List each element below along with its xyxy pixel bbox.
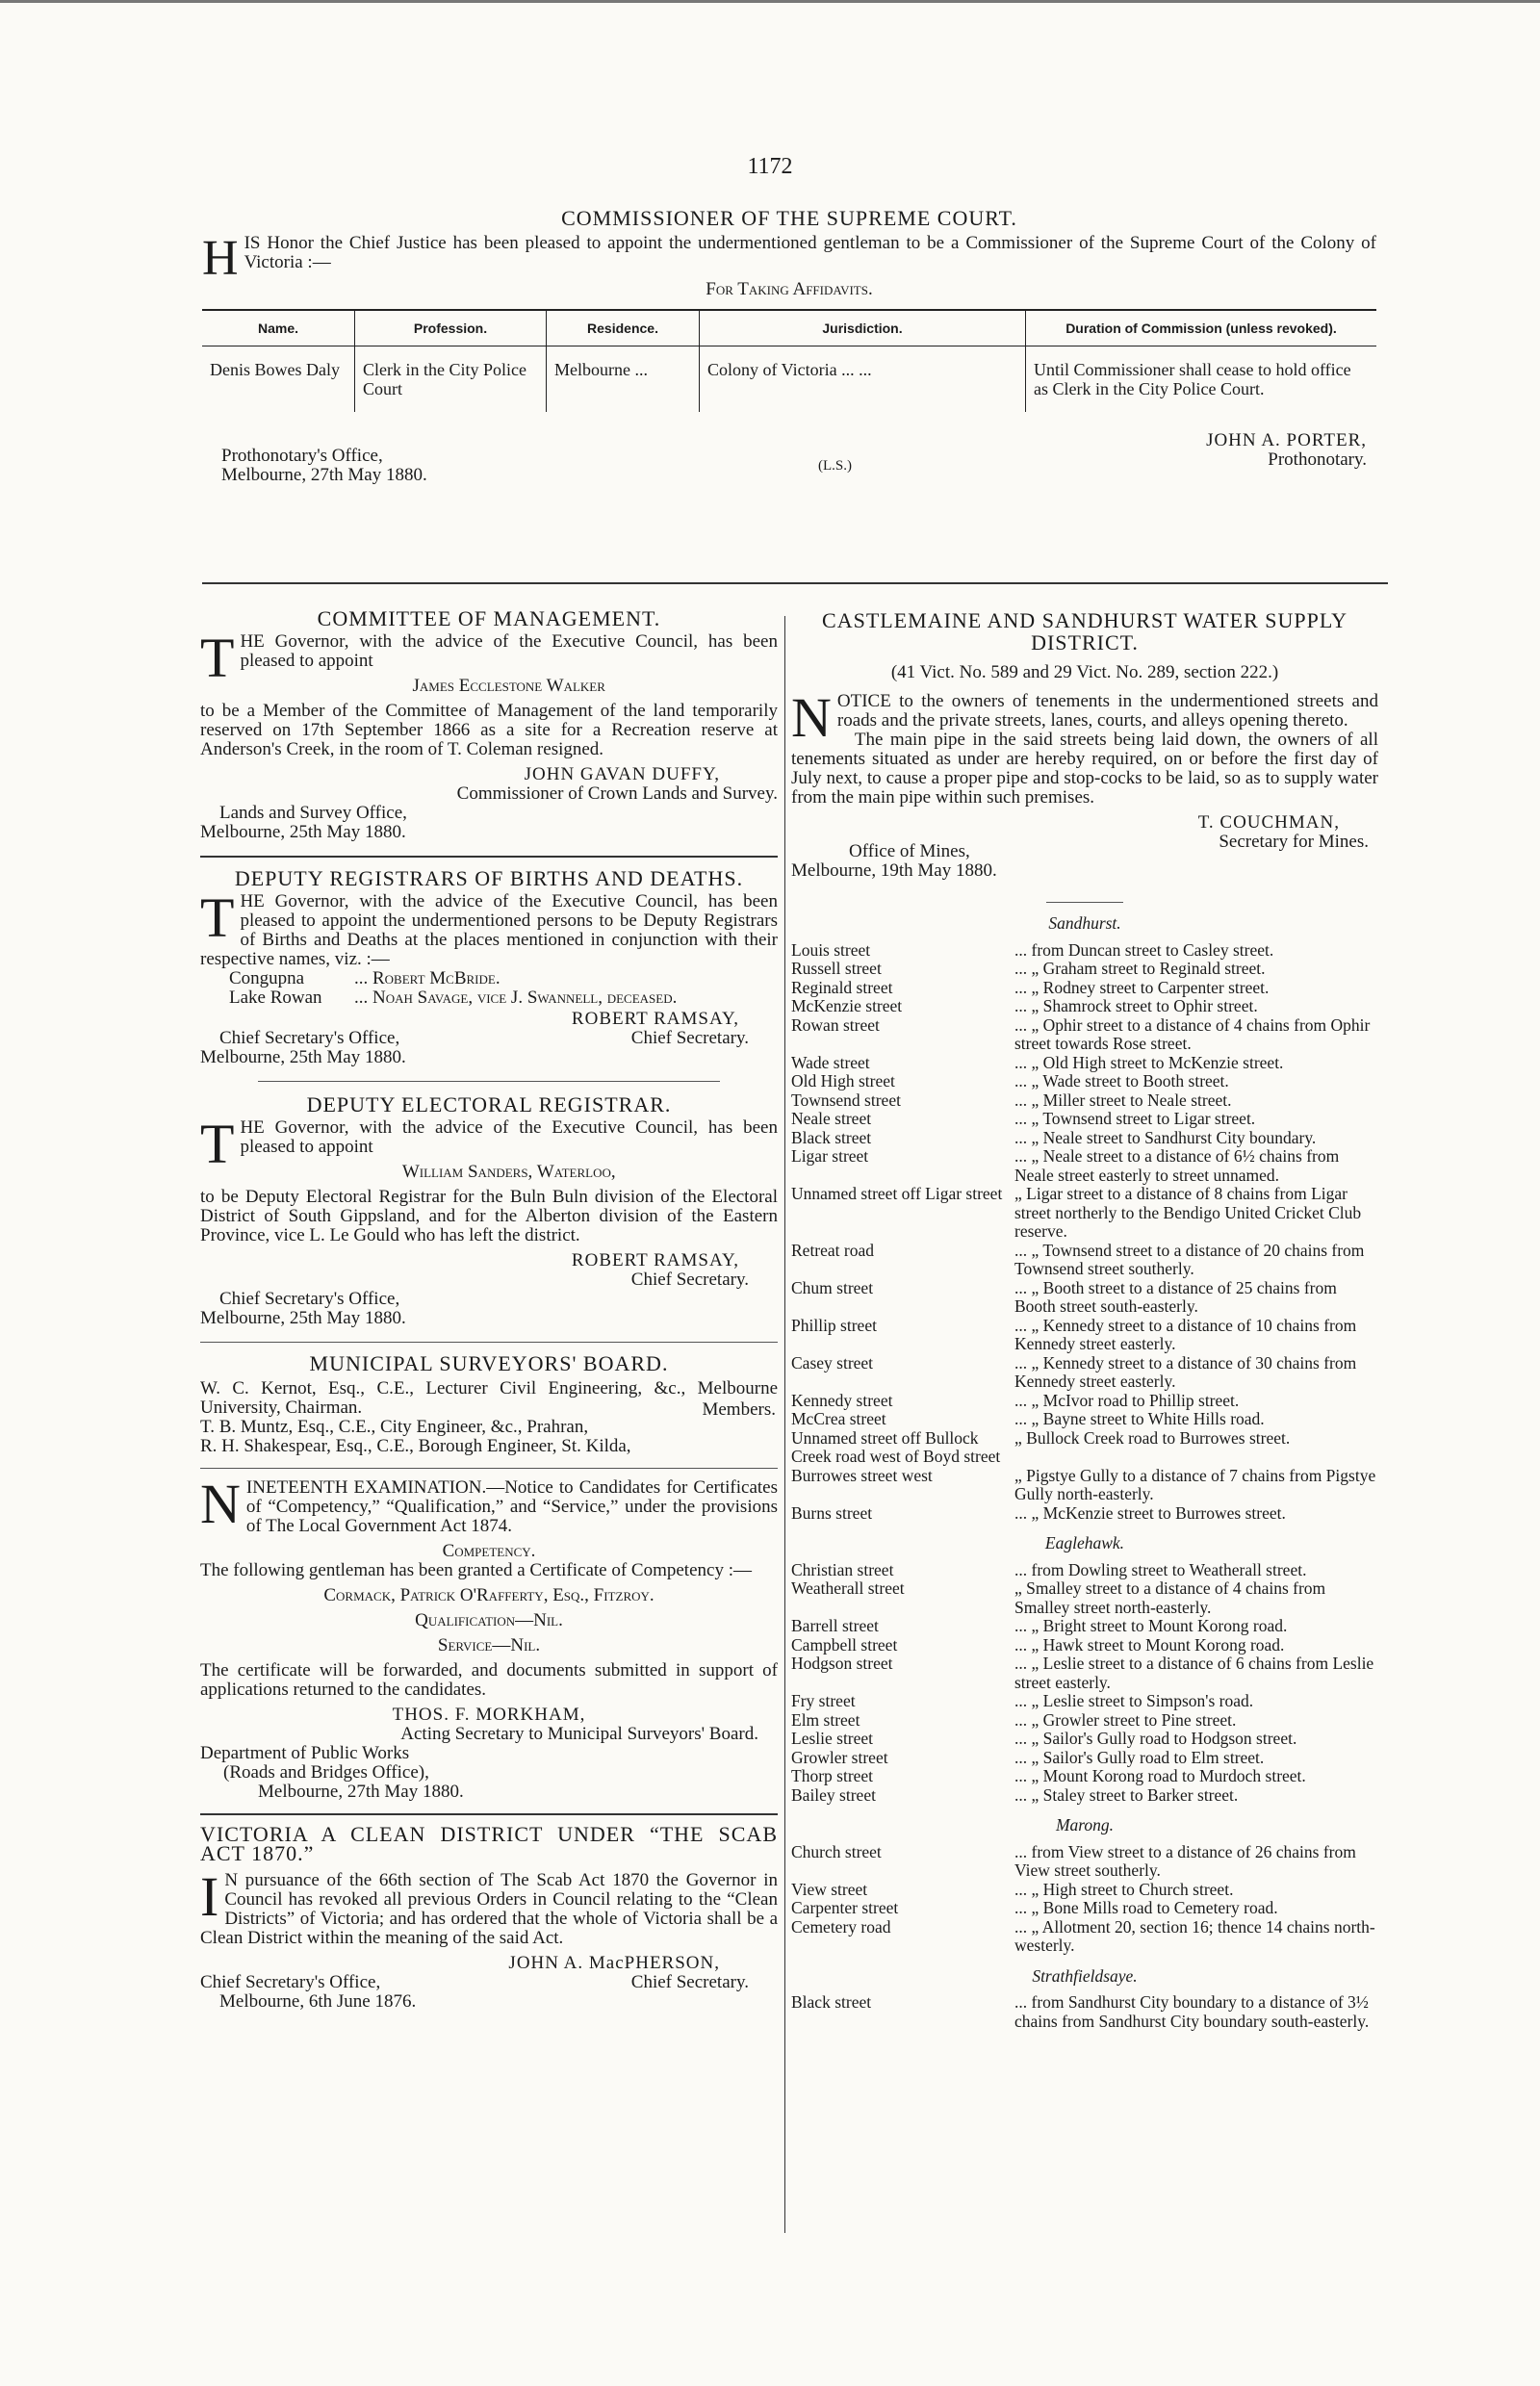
street-extent: ... from Sandhurst City boundary to a distance of 3½ chains from Sandhurst City boundary south-easterly. bbox=[1014, 1992, 1370, 2031]
street-name: Hodgson street bbox=[791, 1654, 893, 1673]
column-profession: Profession. bbox=[355, 310, 547, 346]
street-extent: ... „ Graham street to Reginald street. bbox=[1014, 959, 1266, 978]
street-row bbox=[791, 1617, 1378, 1636]
street-name: Chum street bbox=[791, 1277, 874, 1297]
section-rule bbox=[200, 1468, 778, 1469]
street-name: Barrell street bbox=[791, 1616, 879, 1635]
street-name: Cemetery road bbox=[791, 1916, 891, 1937]
street-extent: ... „ Staley street to Barker street. bbox=[1014, 1784, 1239, 1805]
cell-name: Denis Bowes Daly bbox=[210, 360, 340, 379]
street-name: Rowan street bbox=[791, 1014, 880, 1035]
street-extent: „ Smalley street to a distance of 4 chains from Smalley street north-easterly. bbox=[1014, 1578, 1326, 1617]
street-extent: ... „ Ophir street to a distance of 4 chains from Ophir street towards Rose street. bbox=[1014, 1014, 1371, 1053]
commissioner-subheading: For Taking Affidavits. bbox=[706, 279, 873, 299]
registrars-heading: DEPUTY REGISTRARS OF BIRTHS AND DEATHS. bbox=[234, 866, 744, 890]
street-row bbox=[791, 1786, 1378, 1806]
street-row bbox=[791, 1692, 1378, 1711]
registrar-entry: Lake Rowan ... Noah Savage, vice J. Swannell, deceased. bbox=[229, 988, 678, 1008]
street-row bbox=[791, 1579, 1378, 1617]
street-extent: ... „ Shamrock street to Ophir street. bbox=[1014, 996, 1258, 1015]
registrars-intro: HE Governor, with the advice of the Executive Council, has been pleased to appoint the undermentioned persons to be Deputy Registrars of Births and Deaths at the places mentioned in conjunction with their respective names, viz. :— bbox=[200, 891, 778, 969]
commissioner-section bbox=[202, 206, 1376, 499]
table-header-row bbox=[202, 310, 1376, 346]
street-row bbox=[791, 1730, 1378, 1749]
street-row bbox=[791, 1561, 1378, 1580]
street-extent: „ Ligar street to a distance of 8 chains from Ligar street northerly to the Bendigo United Cricket Club reserve. bbox=[1014, 1184, 1362, 1241]
committee-body: to be a Member of the Committee of Management of the land temporarily reserved on 17th September 1866 as a site for a Recreation reserve at Anderson's Creek, in the room of T. Coleman resigned. bbox=[200, 701, 778, 759]
street-row bbox=[791, 1636, 1378, 1655]
electoral-heading: DEPUTY ELECTORAL REGISTRAR. bbox=[306, 1092, 672, 1116]
street-extent: ... „ Townsend street to Ligar street. bbox=[1014, 1109, 1256, 1128]
exam-qualification: Qualification—Nil. bbox=[415, 1610, 563, 1630]
column-divider bbox=[784, 616, 785, 2233]
street-group-title: Sandhurst. bbox=[1048, 913, 1121, 933]
commissioner-signer-title: Prothonotary. bbox=[1268, 449, 1367, 470]
scab-date: Melbourne, 6th June 1876. bbox=[219, 1991, 417, 2012]
street-name: Reginald street bbox=[791, 977, 893, 997]
commissioner-date: Melbourne, 27th May 1880. bbox=[221, 465, 427, 485]
street-extent: ... from Duncan street to Casley street. bbox=[1014, 939, 1274, 960]
column-jurisdiction: Jurisdiction. bbox=[700, 310, 1026, 346]
street-extent: ... from Dowling street to Weatherall street. bbox=[1014, 1559, 1307, 1579]
street-row bbox=[791, 979, 1378, 998]
section-rule bbox=[202, 582, 1388, 584]
exam-signer: THOS. F. MORKHAM, bbox=[392, 1705, 586, 1725]
commissioner-office: Prothonotary's Office, bbox=[221, 446, 383, 466]
street-extent: „ Pigstye Gully to a distance of 7 chains from Pigstye Gully north-easterly. bbox=[1014, 1465, 1376, 1503]
street-extent: ... „ Kennedy street to a distance of 10 chains from Kennedy street easterly. bbox=[1014, 1315, 1357, 1353]
exam-date: Melbourne, 27th May 1880. bbox=[258, 1782, 464, 1802]
committee-appointee: James Ecclestone Walker bbox=[412, 676, 605, 696]
surveyors-members bbox=[200, 1379, 778, 1456]
street-group-title: Eaglehawk. bbox=[1044, 1533, 1125, 1552]
committee-dropcap: T bbox=[200, 627, 235, 689]
cell-profession: Clerk in the City Police Court bbox=[355, 346, 547, 413]
committee-office: Lands and Survey Office, bbox=[219, 803, 407, 823]
street-name: Leslie street bbox=[791, 1729, 874, 1748]
street-row bbox=[791, 1091, 1378, 1111]
street-name: Campbell street bbox=[791, 1634, 898, 1655]
street-row bbox=[791, 960, 1378, 979]
street-name: Elm street bbox=[791, 1709, 860, 1730]
street-extent: ... „ Bone Mills road to Cemetery road. bbox=[1014, 1898, 1278, 1917]
scab-signer: JOHN A. MacPHERSON, bbox=[508, 1953, 720, 1973]
water-section bbox=[791, 609, 1378, 2031]
street-row bbox=[791, 1749, 1378, 1768]
street-row bbox=[791, 1242, 1378, 1279]
street-row bbox=[791, 1279, 1378, 1317]
street-row bbox=[791, 1993, 1378, 2031]
water-heading: CASTLEMAINE AND SANDHURST WATER SUPPLY DISTRICT. bbox=[822, 608, 1348, 654]
exam-closing: The certificate will be forwarded, and documents submitted in support of applications returned to the candidates. bbox=[200, 1660, 778, 1700]
registrars-signer: ROBERT RAMSAY, bbox=[571, 1009, 739, 1029]
street-name: Unnamed street off Bullock Creek road west of Boyd street bbox=[791, 1427, 1001, 1466]
street-name: View street bbox=[791, 1879, 868, 1899]
surveyor-member: T. B. Muntz, Esq., C.E., City Engineer, &c., Prahran, bbox=[200, 1417, 589, 1437]
street-extent: ... „ Sailor's Gully road to Hodgson street. bbox=[1014, 1729, 1297, 1748]
street-name: Bailey street bbox=[791, 1784, 876, 1805]
street-extent: ... „ Townsend street to a distance of 20 chains from Townsend street southerly. bbox=[1014, 1240, 1365, 1278]
street-extent: ... „ Leslie street to a distance of 6 chains from Leslie street easterly. bbox=[1014, 1654, 1374, 1692]
street-row bbox=[791, 1016, 1378, 1054]
street-name: Ligar street bbox=[791, 1146, 869, 1166]
street-extent: ... „ Sailor's Gully road to Elm street. bbox=[1014, 1747, 1265, 1767]
street-row bbox=[791, 1504, 1378, 1524]
commissioner-seal: (L.S.) bbox=[818, 458, 852, 474]
street-name: Russell street bbox=[791, 959, 882, 978]
exam-candidate: Cormack, Patrick O'Rafferty, Esq., Fitzroy. bbox=[323, 1585, 654, 1605]
street-name: Christian street bbox=[791, 1559, 894, 1579]
street-extent: „ Bullock Creek road to Burrowes street. bbox=[1014, 1427, 1291, 1448]
registrar-entry: Congupna ... Robert McBride. bbox=[229, 968, 500, 988]
street-extent: ... „ High street to Church street. bbox=[1014, 1879, 1234, 1899]
surveyors-members-label: Members. bbox=[702, 1399, 776, 1420]
electoral-appointee: William Sanders, Waterloo, bbox=[401, 1162, 616, 1182]
registrars-date: Melbourne, 25th May 1880. bbox=[200, 1047, 406, 1067]
street-extent: ... „ Hawk street to Mount Korong road. bbox=[1014, 1634, 1285, 1655]
street-name: Kennedy street bbox=[791, 1390, 893, 1410]
street-extent: ... „ Neale street to Sandhurst City boundary. bbox=[1014, 1127, 1317, 1147]
street-row bbox=[791, 1072, 1378, 1091]
street-row bbox=[791, 1185, 1378, 1242]
street-name: Louis street bbox=[791, 939, 871, 960]
street-extent: ... „ Rodney street to Carpenter street. bbox=[1014, 977, 1270, 997]
exam-office: Department of Public Works bbox=[200, 1743, 410, 1763]
street-extent: ... „ Allotment 20, section 16; thence 14 chains north-westerly. bbox=[1014, 1916, 1375, 1955]
street-name: Fry street bbox=[791, 1691, 856, 1710]
exam-service: Service—Nil. bbox=[437, 1635, 541, 1655]
street-row bbox=[791, 1147, 1378, 1185]
street-group-title: Marong. bbox=[1055, 1815, 1115, 1834]
cell-duration: Until Commissioner shall cease to hold office as Clerk in the City Police Court. bbox=[1026, 346, 1377, 413]
street-name: Townsend street bbox=[791, 1090, 901, 1110]
street-row bbox=[791, 1711, 1378, 1731]
electoral-dropcap: T bbox=[200, 1113, 235, 1175]
street-name: Black street bbox=[791, 1127, 872, 1147]
section-rule bbox=[200, 856, 778, 858]
committee-signer-title: Commissioner of Crown Lands and Survey. bbox=[456, 783, 778, 804]
street-extent: ... „ Mount Korong road to Murdoch street. bbox=[1014, 1766, 1306, 1785]
street-name: Thorp street bbox=[791, 1766, 874, 1785]
electoral-office: Chief Secretary's Office, bbox=[219, 1289, 400, 1309]
electoral-intro: HE Governor, with the advice of the Executive Council, has been pleased to appoint bbox=[240, 1117, 778, 1157]
street-extent: ... „ Leslie street to Simpson's road. bbox=[1014, 1691, 1254, 1710]
section-rule bbox=[200, 1342, 778, 1343]
table-row bbox=[202, 346, 1376, 413]
scab-heading: VICTORIA A CLEAN DISTRICT UNDER “THE SCAB ACT 1870.” bbox=[200, 1822, 778, 1865]
registrars-office: Chief Secretary's Office, bbox=[219, 1028, 400, 1048]
street-row bbox=[791, 1317, 1378, 1354]
water-date: Melbourne, 19th May 1880. bbox=[791, 860, 997, 881]
street-extent: ... „ Neale street to a distance of 6½ chains from Neale street easterly to street unnamed. bbox=[1014, 1146, 1340, 1185]
street-extent: ... „ Kennedy street to a distance of 30 chains from Kennedy street easterly. bbox=[1014, 1352, 1357, 1391]
commissioner-heading: COMMISSIONER OF THE SUPREME COURT. bbox=[561, 206, 1017, 230]
street-groups bbox=[791, 914, 1378, 2031]
water-notice: OTICE to the owners of tenements in the undermentioned streets and roads and the private streets, lanes, courts, and alleys opening thereto. bbox=[836, 691, 1378, 731]
street-row bbox=[791, 1354, 1378, 1392]
registrars-signer-title: Chief Secretary. bbox=[630, 1028, 749, 1048]
street-row bbox=[791, 1392, 1378, 1411]
commissioner-dropcap: H bbox=[202, 231, 239, 286]
street-row bbox=[791, 1410, 1378, 1429]
street-row bbox=[791, 1655, 1378, 1692]
street-row bbox=[791, 1767, 1378, 1786]
section-rule bbox=[200, 1813, 778, 1815]
surveyors-heading: MUNICIPAL SURVEYORS' BOARD. bbox=[309, 1351, 669, 1375]
street-name: Unnamed street off Ligar street bbox=[791, 1184, 1003, 1203]
cell-residence: Melbourne ... bbox=[547, 346, 700, 413]
scab-dropcap: I bbox=[200, 1865, 219, 1928]
street-row bbox=[791, 1918, 1378, 1956]
column-duration: Duration of Commission (unless revoked). bbox=[1026, 310, 1377, 346]
column-residence: Residence. bbox=[547, 310, 700, 346]
street-row bbox=[791, 1129, 1378, 1148]
scab-signer-title: Chief Secretary. bbox=[630, 1972, 749, 1992]
surveyor-member: W. C. Kernot, Esq., C.E., Lecturer Civil Engineering, &c., Melbourne University, Chairman. bbox=[200, 1378, 778, 1418]
street-name: Wade street bbox=[791, 1052, 870, 1072]
street-extent: ... „ Bright street to Mount Korong road. bbox=[1014, 1616, 1288, 1635]
electoral-body: to be Deputy Electoral Registrar for the Buln Buln division of the Electoral District of South Gippsland, and for the Alberton division of the Eastern Province, vice L. Le Gould who has left the district. bbox=[200, 1187, 778, 1245]
street-extent: ... „ McIvor road to Phillip street. bbox=[1014, 1390, 1240, 1410]
street-group-title: Strathfieldsaye. bbox=[1032, 1965, 1138, 1986]
street-row bbox=[791, 1110, 1378, 1129]
street-extent: ... „ Bayne street to White Hills road. bbox=[1014, 1409, 1265, 1428]
water-signer-title: Secretary for Mines. bbox=[1219, 832, 1369, 852]
electoral-signer-title: Chief Secretary. bbox=[630, 1270, 749, 1290]
exam-office: (Roads and Bridges Office), bbox=[223, 1762, 429, 1783]
street-extent: ... „ Wade street to Booth street. bbox=[1014, 1071, 1229, 1090]
water-signer: T. COUCHMAN, bbox=[1197, 812, 1340, 833]
street-row bbox=[791, 1899, 1378, 1918]
exam-intro: INETEENTH EXAMINATION.—Notice to Candidates for Certificates of “Competency,” “Qualification,” and “Service,” under the provisions of The Local Government Act 1874. bbox=[245, 1477, 778, 1536]
exam-competency-head: Competency. bbox=[442, 1541, 536, 1561]
street-row bbox=[791, 1429, 1378, 1467]
street-extent: ... „ Old High street to McKenzie street. bbox=[1014, 1052, 1284, 1072]
street-name: Casey street bbox=[791, 1352, 874, 1373]
street-extent: ... „ Growler street to Pine street. bbox=[1014, 1709, 1237, 1730]
commissioner-signer: JOHN A. PORTER, bbox=[1206, 430, 1367, 450]
street-extent: ... „ McKenzie street to Burrowes street. bbox=[1014, 1502, 1286, 1523]
water-dropcap: N bbox=[791, 686, 832, 749]
committee-signer: JOHN GAVAN DUFFY, bbox=[524, 764, 720, 784]
left-column bbox=[200, 606, 778, 2012]
street-name: Black street bbox=[791, 1992, 872, 2012]
street-name: Burns street bbox=[791, 1502, 873, 1523]
electoral-date: Melbourne, 25th May 1880. bbox=[200, 1308, 406, 1328]
section-rule bbox=[258, 1081, 720, 1082]
committee-intro: HE Governor, with the advice of the Executive Council, has been pleased to appoint bbox=[240, 631, 778, 671]
top-border bbox=[0, 0, 1540, 3]
street-extent: ... from View street to a distance of 26 chains from View street southerly. bbox=[1014, 1841, 1356, 1880]
water-body: The main pipe in the said streets being laid down, the owners of all tenements situated as under are hereby required, on or before the first day of July next, to cause a proper pipe and stop-cocks to be laid, so as to supply water from the main pipe within such premises. bbox=[791, 730, 1378, 808]
street-row bbox=[791, 1843, 1378, 1881]
section-rule bbox=[1046, 902, 1123, 903]
street-name: Weatherall street bbox=[791, 1578, 905, 1598]
street-row bbox=[791, 1054, 1378, 1073]
scab-office: Chief Secretary's Office, bbox=[200, 1972, 381, 1992]
registrars-dropcap: T bbox=[200, 886, 235, 949]
commissioner-table bbox=[202, 309, 1376, 412]
street-name: McKenzie street bbox=[791, 996, 903, 1015]
street-name: Phillip street bbox=[791, 1315, 877, 1335]
committee-heading: COMMITTEE OF MANAGEMENT. bbox=[317, 606, 661, 630]
exam-dropcap: N bbox=[200, 1473, 241, 1535]
street-name: Carpenter street bbox=[791, 1898, 899, 1917]
scab-body: N pursuance of the 66th section of The Scab Act 1870 the Governor in Council has revoked all previous Orders in Council relating to the “Clean Districts” of Victoria; and has ordered that the whole of Victoria shall be a Clean District within the meaning of the said Act. bbox=[200, 1870, 778, 1948]
street-name: Neale street bbox=[791, 1109, 872, 1128]
street-row bbox=[791, 997, 1378, 1016]
cell-jurisdiction: Colony of Victoria ... ... bbox=[700, 346, 1026, 413]
street-name: McCrea street bbox=[791, 1409, 886, 1428]
street-row bbox=[791, 941, 1378, 961]
commissioner-footer bbox=[202, 431, 1376, 499]
water-acts: (41 Vict. No. 589 and 29 Vict. No. 289, section 222.) bbox=[890, 662, 1279, 682]
street-extent: ... „ Miller street to Neale street. bbox=[1014, 1090, 1232, 1110]
surveyor-member: R. H. Shakespear, Esq., C.E., Borough Engineer, St. Kilda, bbox=[200, 1436, 631, 1456]
street-name: Retreat road bbox=[791, 1240, 874, 1260]
water-office: Office of Mines, bbox=[849, 841, 970, 861]
column-name: Name. bbox=[202, 310, 355, 346]
street-name: Growler street bbox=[791, 1747, 888, 1767]
street-row bbox=[791, 1881, 1378, 1900]
commissioner-intro: IS Honor the Chief Justice has been pleased to appoint the undermentioned gentleman to be a Commissioner of the Supreme Court of the Colony of Victoria :— bbox=[244, 233, 1376, 272]
committee-date: Melbourne, 25th May 1880. bbox=[200, 822, 406, 842]
street-row bbox=[791, 1467, 1378, 1504]
street-name: Old High street bbox=[791, 1071, 895, 1090]
street-extent: ... „ Booth street to a distance of 25 chains from Booth street south-easterly. bbox=[1014, 1277, 1337, 1316]
electoral-signer: ROBERT RAMSAY, bbox=[571, 1250, 739, 1270]
street-name: Church street bbox=[791, 1841, 882, 1861]
exam-competency-text: The following gentleman has been granted a Certificate of Competency :— bbox=[200, 1560, 752, 1580]
page-number: 1172 bbox=[747, 154, 793, 179]
exam-signer-title: Acting Secretary to Municipal Surveyors' Board. bbox=[400, 1724, 758, 1744]
street-name: Burrowes street west bbox=[791, 1465, 933, 1485]
